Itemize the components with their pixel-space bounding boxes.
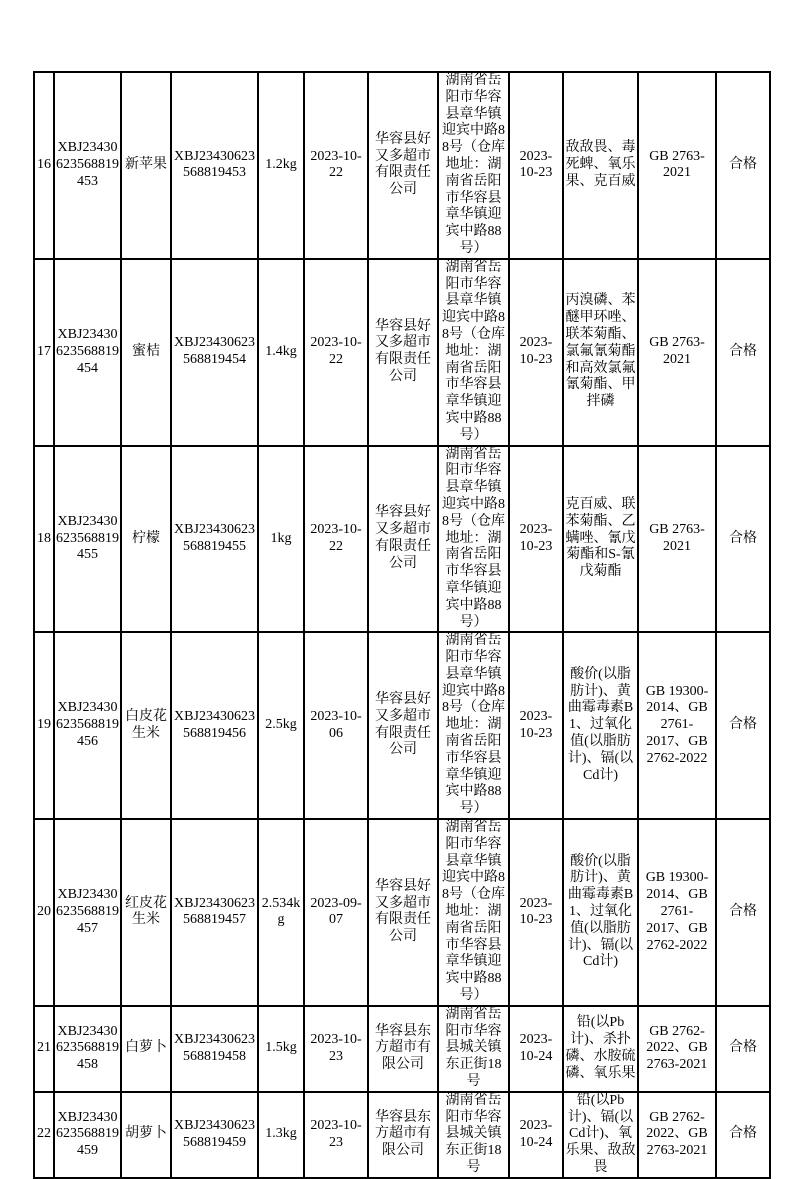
cell-inspection-date: 2023-10-24 xyxy=(509,1006,563,1092)
results-table-body xyxy=(34,72,770,1178)
cell-result: 合格 xyxy=(716,446,770,633)
results-table xyxy=(33,71,771,1179)
cell-sampled-company: 华容县东方超市有限公司 xyxy=(368,1006,438,1092)
cell-test-items: 丙溴磷、苯醚甲环唑、联苯菊酯、氯氟氰菊酯和高效氯氟氰菊酯、甲拌磷 xyxy=(563,259,638,446)
cell-quantity: 1kg xyxy=(258,446,304,633)
cell-quantity: 2.534kg xyxy=(258,819,304,1006)
table-row xyxy=(34,1092,770,1178)
cell-quantity: 1.3kg xyxy=(258,1092,304,1178)
table-row xyxy=(34,632,770,819)
cell-quantity: 2.5kg xyxy=(258,632,304,819)
cell-inspection-date: 2023-10-23 xyxy=(509,259,563,446)
cell-sampled-company: 华容县东方超市有限公司 xyxy=(368,1092,438,1178)
table-row xyxy=(34,446,770,633)
cell-test-items: 克百威、联苯菊酯、乙螨唑、氰戊菊酯和S-氰戊菊酯 xyxy=(563,446,638,633)
cell-sample-id: XBJ23430623568819457 xyxy=(54,819,121,1006)
cell-sample-name: 新苹果 xyxy=(121,72,171,259)
cell-standard: GB 2762-2022、GB 2763-2021 xyxy=(638,1092,716,1178)
cell-test-items: 铅(以Pb计)、镉(以Cd计)、氧乐果、敌敌畏 xyxy=(563,1092,638,1178)
cell-result: 合格 xyxy=(716,1006,770,1092)
cell-sampled-company: 华容县好又多超市有限责任公司 xyxy=(368,259,438,446)
cell-test-items: 酸价(以脂肪计)、黄曲霉毒素B1、过氧化值(以脂肪计)、镉(以Cd计) xyxy=(563,819,638,1006)
cell-sampling-date: 2023-10-22 xyxy=(304,259,368,446)
table-row xyxy=(34,72,770,259)
cell-sampled-address: 湖南省岳阳市华容县章华镇迎宾中路88号（仓库地址：湖南省岳阳市华容县章华镇迎宾中路88号） xyxy=(438,819,509,1006)
cell-quantity: 1.5kg xyxy=(258,1006,304,1092)
cell-seq-no: 22 xyxy=(34,1092,54,1178)
cell-standard: GB 2762-2022、GB 2763-2021 xyxy=(638,1006,716,1092)
cell-sampled-address: 湖南省岳阳市华容县章华镇迎宾中路88号（仓库地址：湖南省岳阳市华容县章华镇迎宾中路88号） xyxy=(438,632,509,819)
cell-test-items: 铅(以Pb计)、杀扑磷、水胺硫磷、氧乐果 xyxy=(563,1006,638,1092)
cell-quantity: 1.4kg xyxy=(258,259,304,446)
cell-quantity: 1.2kg xyxy=(258,72,304,259)
cell-result: 合格 xyxy=(716,1092,770,1178)
cell-sample-name: 白萝卜 xyxy=(121,1006,171,1092)
cell-sampling-date: 2023-10-23 xyxy=(304,1092,368,1178)
cell-standard: GB 19300-2014、GB 2761-2017、GB 2762-2022 xyxy=(638,819,716,1006)
cell-sampling-date: 2023-10-22 xyxy=(304,72,368,259)
cell-standard: GB 2763-2021 xyxy=(638,72,716,259)
cell-test-items: 酸价(以脂肪计)、黄曲霉毒素B1、过氧化值(以脂肪计)、镉(以Cd计) xyxy=(563,632,638,819)
cell-seq-no: 20 xyxy=(34,819,54,1006)
cell-sample-name: 胡萝卜 xyxy=(121,1092,171,1178)
cell-sample-id: XBJ23430623568819456 xyxy=(54,632,121,819)
cell-sample-name: 白皮花生米 xyxy=(121,632,171,819)
cell-sample-name: 红皮花生米 xyxy=(121,819,171,1006)
cell-sampled-company: 华容县好又多超市有限责任公司 xyxy=(368,819,438,1006)
table-row xyxy=(34,1006,770,1092)
cell-sampled-company: 华容县好又多超市有限责任公司 xyxy=(368,72,438,259)
cell-inspection-date: 2023-10-23 xyxy=(509,819,563,1006)
cell-sampled-address: 湖南省岳阳市华容县章华镇迎宾中路88号（仓库地址：湖南省岳阳市华容县章华镇迎宾中路88号） xyxy=(438,72,509,259)
cell-sample-no: XBJ23430623568819456 xyxy=(171,632,258,819)
cell-sample-no: XBJ23430623568819458 xyxy=(171,1006,258,1092)
cell-result: 合格 xyxy=(716,632,770,819)
cell-sample-no: XBJ23430623568819459 xyxy=(171,1092,258,1178)
cell-standard: GB 2763-2021 xyxy=(638,446,716,633)
table-row xyxy=(34,819,770,1006)
cell-sample-id: XBJ23430623568819455 xyxy=(54,446,121,633)
cell-inspection-date: 2023-10-23 xyxy=(509,446,563,633)
cell-sampling-date: 2023-09-07 xyxy=(304,819,368,1006)
cell-seq-no: 19 xyxy=(34,632,54,819)
table-row xyxy=(34,259,770,446)
cell-sample-id: XBJ23430623568819454 xyxy=(54,259,121,446)
cell-seq-no: 21 xyxy=(34,1006,54,1092)
cell-sampled-address: 湖南省岳阳市华容县章华镇迎宾中路88号（仓库地址：湖南省岳阳市华容县章华镇迎宾中路88号） xyxy=(438,446,509,633)
cell-sampling-date: 2023-10-23 xyxy=(304,1006,368,1092)
cell-sampled-company: 华容县好又多超市有限责任公司 xyxy=(368,632,438,819)
cell-sample-no: XBJ23430623568819454 xyxy=(171,259,258,446)
cell-standard: GB 2763-2021 xyxy=(638,259,716,446)
cell-test-items: 敌敌畏、毒死蜱、氧乐果、克百威 xyxy=(563,72,638,259)
cell-sample-no: XBJ23430623568819457 xyxy=(171,819,258,1006)
cell-sampled-address: 湖南省岳阳市华容县城关镇东正街18号 xyxy=(438,1092,509,1178)
cell-result: 合格 xyxy=(716,72,770,259)
cell-sample-name: 蜜桔 xyxy=(121,259,171,446)
cell-sample-id: XBJ23430623568819458 xyxy=(54,1006,121,1092)
cell-sampling-date: 2023-10-06 xyxy=(304,632,368,819)
cell-sample-name: 柠檬 xyxy=(121,446,171,633)
cell-sample-no: XBJ23430623568819453 xyxy=(171,72,258,259)
cell-sampled-address: 湖南省岳阳市华容县章华镇迎宾中路88号（仓库地址：湖南省岳阳市华容县章华镇迎宾中路88号） xyxy=(438,259,509,446)
cell-result: 合格 xyxy=(716,819,770,1006)
cell-seq-no: 16 xyxy=(34,72,54,259)
cell-inspection-date: 2023-10-23 xyxy=(509,632,563,819)
cell-sample-id: XBJ23430623568819453 xyxy=(54,72,121,259)
cell-seq-no: 17 xyxy=(34,259,54,446)
cell-sampling-date: 2023-10-22 xyxy=(304,446,368,633)
cell-inspection-date: 2023-10-23 xyxy=(509,72,563,259)
cell-sample-id: XBJ23430623568819459 xyxy=(54,1092,121,1178)
cell-result: 合格 xyxy=(716,259,770,446)
cell-inspection-date: 2023-10-24 xyxy=(509,1092,563,1178)
cell-standard: GB 19300-2014、GB 2761-2017、GB 2762-2022 xyxy=(638,632,716,819)
cell-seq-no: 18 xyxy=(34,446,54,633)
cell-sampled-address: 湖南省岳阳市华容县城关镇东正街18号 xyxy=(438,1006,509,1092)
cell-sampled-company: 华容县好又多超市有限责任公司 xyxy=(368,446,438,633)
cell-sample-no: XBJ23430623568819455 xyxy=(171,446,258,633)
